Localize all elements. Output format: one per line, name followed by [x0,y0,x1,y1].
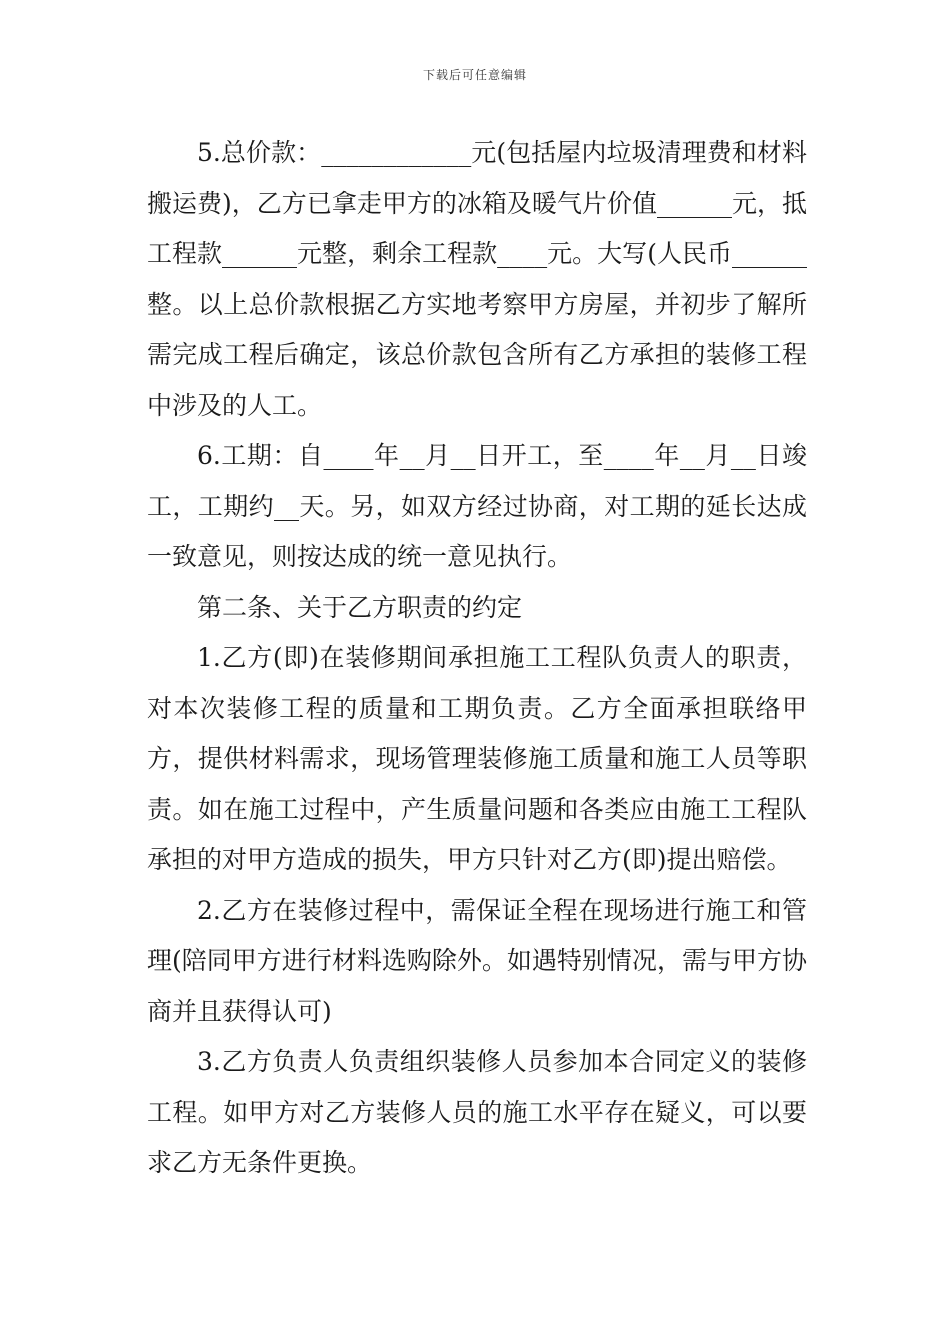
clause-6-schedule: 6.工期：自____年__月__日开工，至____年__月__日竣工，工期约__天。另，如双方经过协商，对工期的延长达成一致意见，则按达成的统一意见执行。 [147,441,807,571]
article-2-item-3: 3.乙方负责人负责组织装修人员参加本合同定义的装修工程。如甲方对乙方装修人员的施工水平存在疑义，可以要求乙方无条件更换。 [147,1047,807,1177]
article-2-item-2: 2.乙方在装修过程中，需保证全程在现场进行施工和管理(陪同甲方进行材料选购除外。如遇特别情况，需与甲方协商并且获得认可) [147,895,807,1026]
page-header-note: 下载后可任意编辑 [422,68,527,82]
article-2-item-1: 1.乙方(即)在装修期间承担施工工程队负责人的职责，对本次装修工程的质量和工期负责。乙方全面承担联络甲方，提供材料需求，现场管理装修施工质量和施工人员等职责。如在施工过程中，产生质量问题和各类应由施工工程队承担的对甲方造成的损失，甲方只针对乙方(即)提出赔偿。 [147,643,807,874]
section-heading-article-2: 第二条、关于乙方职责的约定 [197,592,523,622]
clause-5-total-price: 5.总价款：____________元(包括屋内垃圾清理费和材料搬运费)，乙方已拿走甲方的冰箱及暖气片价值______元，抵工程款______元整，剩余工程款____元。大写(人民币______整。以上总价款根据乙方实地考察甲方房屋，并初步了解所需完成工程后确定，该总价款包含所有乙方承担的装修工程中涉及的人工。 [147,138,807,420]
document-body [147,128,807,1189]
